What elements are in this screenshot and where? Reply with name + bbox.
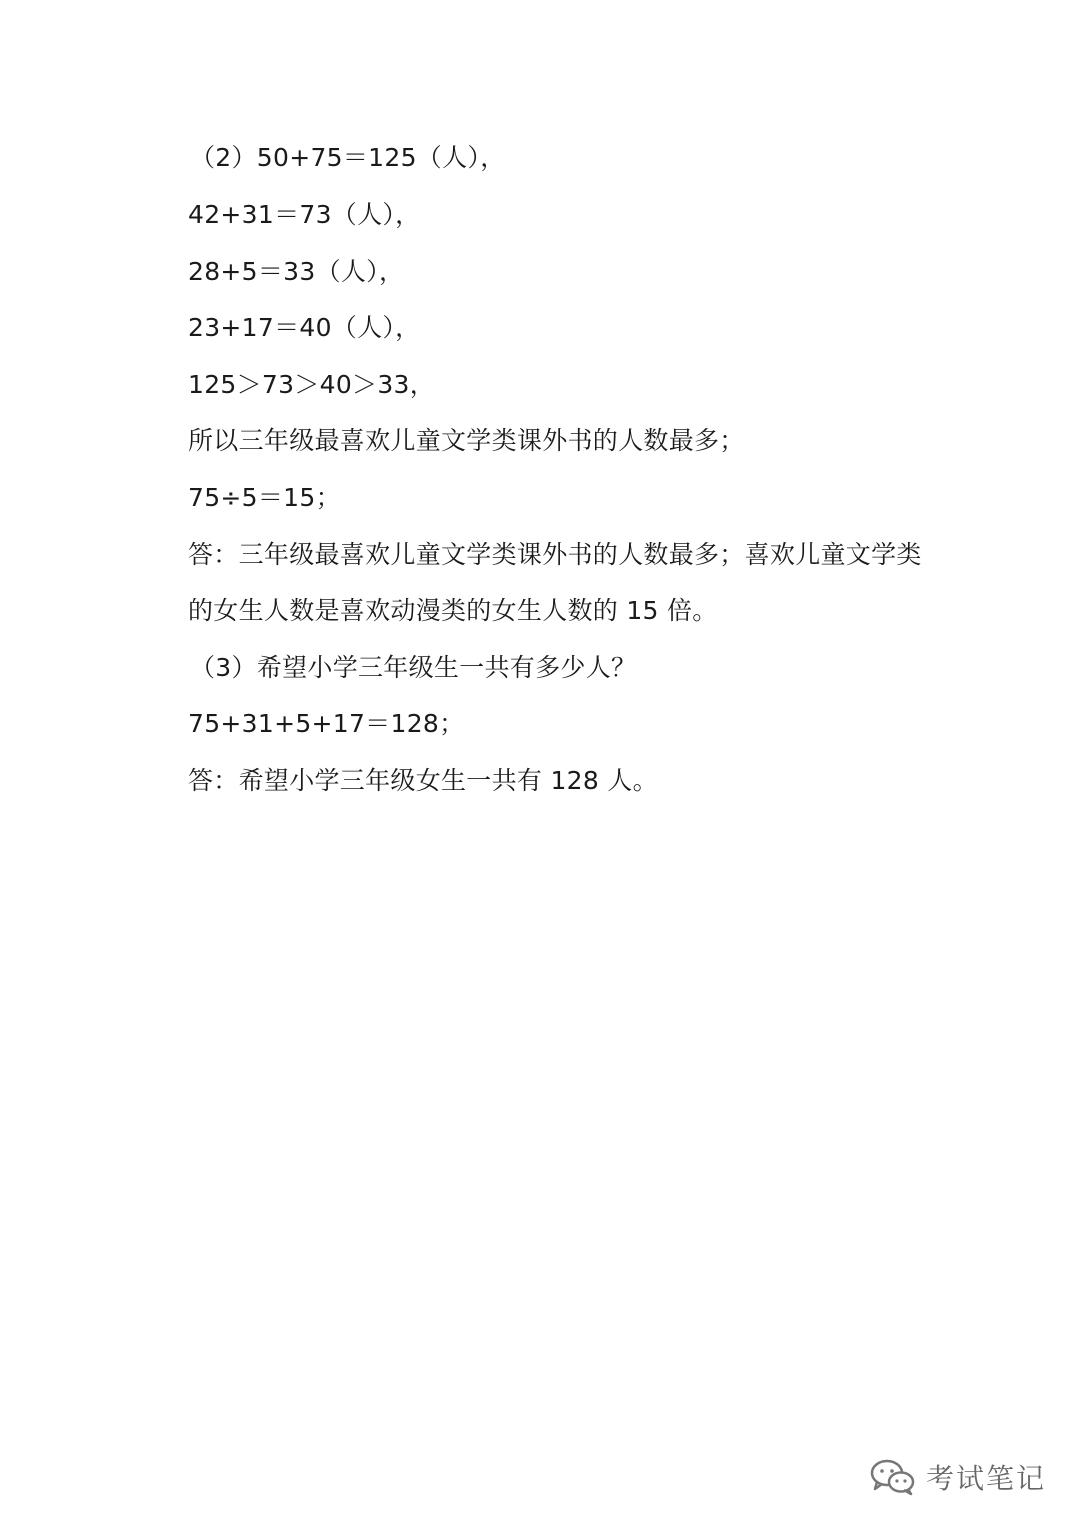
text-line: 125＞73＞40＞33， <box>188 370 436 399</box>
text-line: 75÷5＝15； <box>188 483 341 512</box>
text-line: 的女生人数是喜欢动漫类的女生人数的 15 倍。 <box>188 596 718 625</box>
text-line: （3）希望小学三年级生一共有多少人？ <box>190 653 637 682</box>
text-line: 28+5＝33（人）， <box>188 257 405 286</box>
text-line: 所以三年级最喜欢儿童文学类课外书的人数最多； <box>188 426 745 455</box>
text-line: 答：希望小学三年级女生一共有 128 人。 <box>188 766 658 795</box>
text-line: 42+31＝73（人）， <box>188 200 421 229</box>
text-line: （2）50+75＝125（人）， <box>190 143 506 172</box>
watermark-text: 考试笔记 <box>925 1462 1046 1495</box>
text-line: 答：三年级最喜欢儿童文学类课外书的人数最多；喜欢儿童文学类 <box>188 540 922 569</box>
wechat-icon <box>868 1457 918 1497</box>
watermark <box>868 1457 1046 1497</box>
text-line: 75+31+5+17＝128； <box>188 709 465 738</box>
text-line: 23+17＝40（人）， <box>188 313 421 342</box>
